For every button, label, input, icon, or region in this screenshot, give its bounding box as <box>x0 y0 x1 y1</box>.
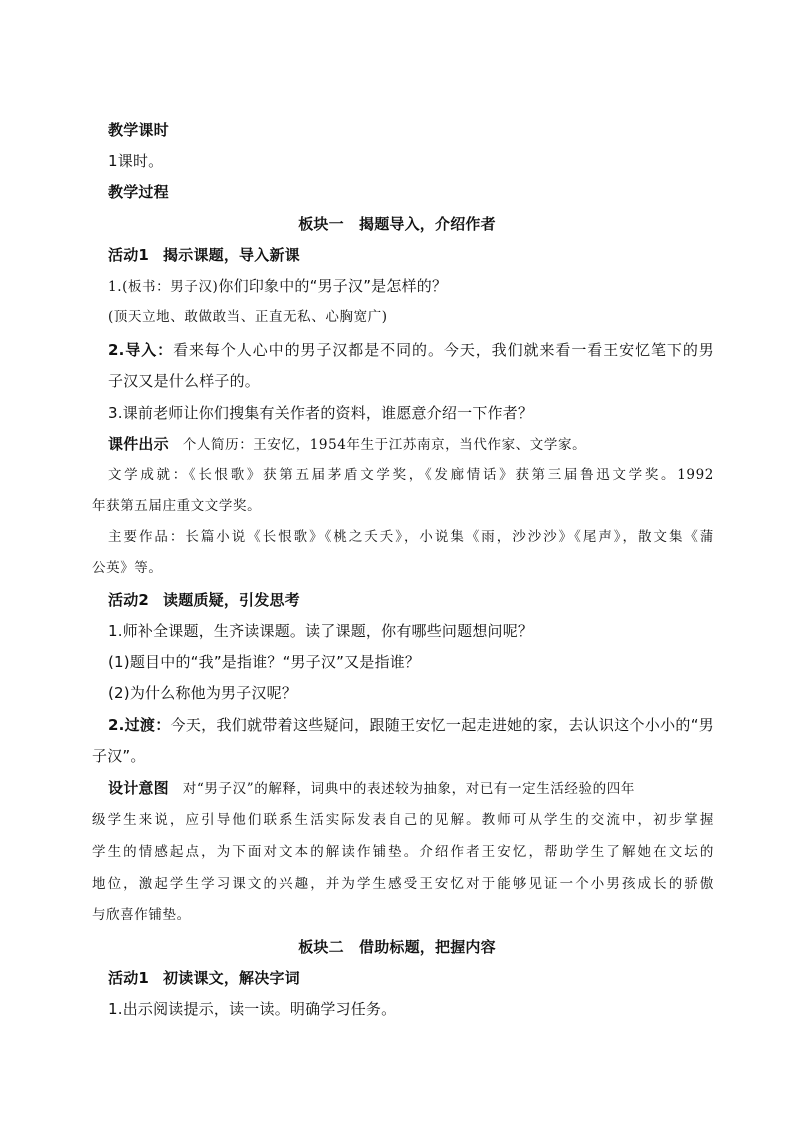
block1-activity1-heading <box>108 245 720 265</box>
paragraph-1 <box>108 276 720 297</box>
design-intent-text: 对“男子汉”的解释，词典中的表述较为抽象，对已有一定生活经验的四年 <box>182 781 635 797</box>
activity-label: 活动1 <box>108 969 150 987</box>
block1-title: 板块一 揭题导入，介绍作者 <box>298 215 496 233</box>
activity-title: 读题质疑，引发思考 <box>163 591 300 609</box>
works-line1: 主要作品：长篇小说《长恨歌》《桃之夭夭》，小说集《雨，沙沙沙》《尾声》，散文集《蒲 <box>108 529 714 545</box>
design-intent-line2: 级学生来说，应引导他们联系生活实际发表自己的见解。教师可从学生的交流中，初步掌握 <box>92 812 714 828</box>
design-intent-line1 <box>108 778 720 799</box>
design-intent-line4: 地位，激起学生学习课文的兴趣，并为学生感受王安忆对于能够见证一个小男孩成长的骄傲 <box>92 876 714 892</box>
transition-text: 今天，我们就带着这些疑问，跟随王安忆一起走进她的家，去认识这个小小的“男 <box>170 716 714 734</box>
block1-activity2-heading <box>108 590 720 610</box>
achievement-line1: 文学成就：《长恨歌》获第五届茅盾文学奖，《发廊情话》获第三届鲁迅文学奖。1992 <box>108 467 714 483</box>
question-1b: (2)为什么称他为男子汉呢？ <box>108 684 298 702</box>
block2-activity1-heading <box>108 968 720 988</box>
transition-line1 <box>108 715 714 735</box>
activity-title: 揭示课题，导入新课 <box>163 246 300 264</box>
transition-line2: 子汉”。 <box>92 747 146 765</box>
section-title-process: 教学过程 <box>108 183 169 201</box>
paragraph-3: 3.课前老师让你们搜集有关作者的资料，谁愿意介绍一下作者？ <box>108 404 534 422</box>
design-intent-line3: 学生的情感起点，为下面对文本的解读作铺垫。介绍作者王安忆，帮助学生了解她在文坛的 <box>92 844 714 860</box>
section-title-hours: 教学课时 <box>108 121 169 139</box>
design-intent-label: 设计意图 <box>108 779 169 797</box>
courseware <box>108 434 720 455</box>
question-1: 1.师补全课题，生齐读课题。读了课题，你有哪些问题想问呢？ <box>108 622 534 640</box>
activity-label: 活动2 <box>108 591 150 609</box>
intro-label: 2.导入： <box>108 341 174 359</box>
activity-label: 活动1 <box>108 246 150 264</box>
design-intent-line5: 与欣喜作铺垫。 <box>92 907 191 923</box>
paragraph-2-text: 看来每个人心中的男子汉都是不同的。今天，我们就来看一看王安忆笔下的男 <box>173 341 714 359</box>
courseware-label: 课件出示 <box>108 435 169 453</box>
paragraph-2-line2: 子汉又是什么样子的。 <box>108 372 261 390</box>
works-line2: 公英》等。 <box>92 560 163 576</box>
paragraph-1-text: 你们印象中的“男子汉”是怎样的？ <box>218 277 448 295</box>
hours-value: 1课时。 <box>108 152 164 170</box>
achievement-line2: 年获第五届庄重文文学奖。 <box>92 498 262 514</box>
paragraph-2-line1 <box>108 340 714 360</box>
block2-title: 板块二 借助标题，把握内容 <box>298 938 496 956</box>
activity-title: 初读课文，解决字词 <box>163 969 300 987</box>
answer-note: (顶天立地、敢做敢当、正直无私、心胸宽广) <box>108 309 388 325</box>
question-1a: (1)题目中的“我”是指谁？“男子汉”又是指谁？ <box>108 653 421 671</box>
courseware-text: 个人简历：王安忆，1954年生于江苏南京，当代作家、文学家。 <box>182 437 587 453</box>
transition-label: 2.过渡： <box>108 716 171 734</box>
block2-paragraph-1: 1.出示阅读提示，读一读。明确学习任务。 <box>108 1000 397 1018</box>
board-note: 1.(板书：男子汉) <box>108 279 219 295</box>
